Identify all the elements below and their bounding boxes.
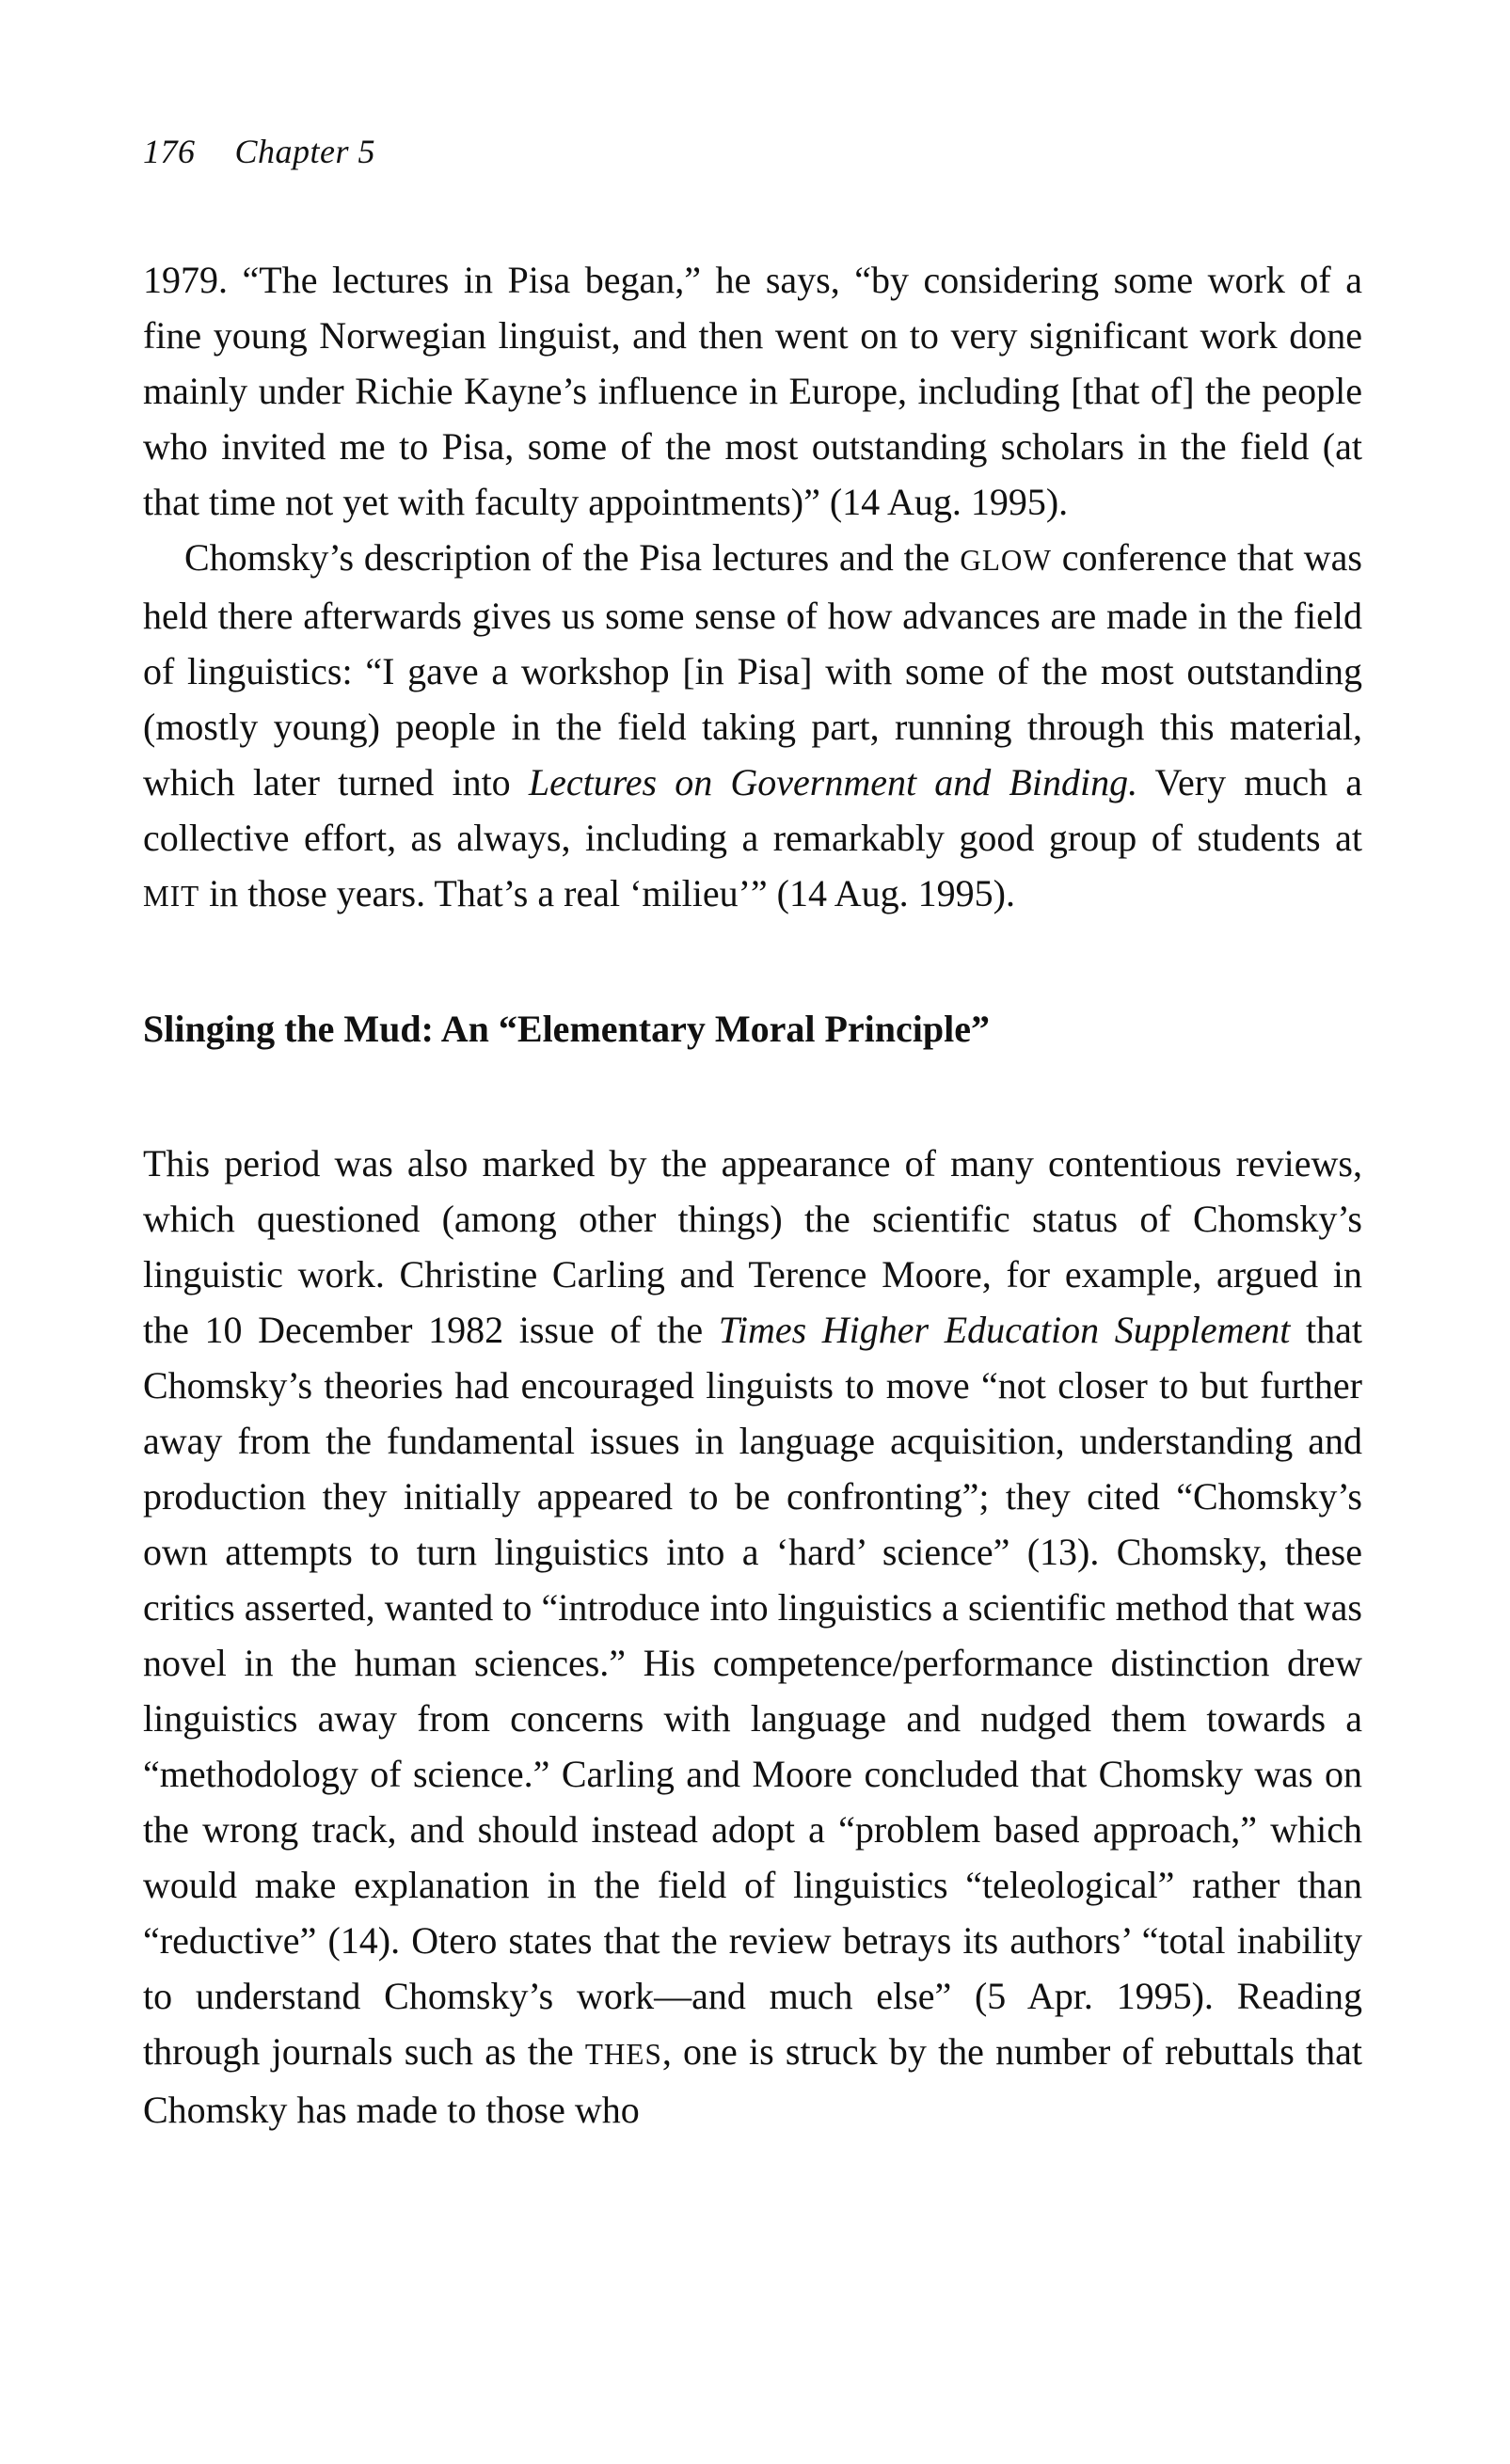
paragraph-3-text-3: , one is struck by the number of rebuttals that Chomsky has made to those who xyxy=(143,2030,1362,2131)
book-title-lectures: Lectures on Government and Binding. xyxy=(528,761,1138,803)
section-heading: Slinging the Mud: An “Elementary Moral Principle” xyxy=(143,1008,990,1050)
paragraph-3-text-2: that Chomsky’s theories had encouraged linguists to move “not closer to but further away from the fundamental issues in language acquisition, understanding and production they initially appeared to be confronting”; they cited “Chomsky’s own attempts to turn linguistics into a ‘hard’ science” (13). Chomsky, these critics asserted, wanted to “introduce into linguistics a scientific method that was novel in the human sciences.” His competence/performance distinction drew linguistics away from concerns with language and nudged them towards a “methodology of science.” Carling and Moore concluded that Chomsky was on the wrong track, and should instead adopt a “problem based approach,” which would make explanation in the field of linguistics “teleological” rather than “reductive” (14). Otero states that the review betrays its authors’ “total inability to understand Chomsky’s work—and much else” (5 Apr. 1995). Reading through journals such as the xyxy=(143,1309,1363,2073)
journal-title-thes: Times Higher Education Supplement xyxy=(718,1309,1291,1351)
chapter-title: Chapter 5 xyxy=(234,133,376,170)
page-number: 176 xyxy=(143,133,196,170)
paragraph-1 xyxy=(143,252,1362,530)
paragraph-1-text: 1979. “The lectures in Pisa began,” he says, “by considering some work of a fine young Norwegian linguist, and then went on to very significant work done mainly under Richie Kayne’s influence in Europe, including [that of] the people who invited me to Pisa, some of the most outstanding scholars in the field (at that time not yet with faculty appointments)” (14 Aug. 1995). xyxy=(143,259,1362,523)
paragraph-3-text-1: This period was also marked by the appearance of many contentious reviews, which questioned (among other things) the scientific status of Chomsky’s linguistic work. Christine Carling and Terence Moore, for example, argued in the 10 December 1982 issue of the xyxy=(143,1142,1362,1351)
mit-acronym: MIT xyxy=(143,880,200,913)
paragraph-2-text-2: conference that was held there afterwards gives us some sense of how advances are made in the field of linguistics: “I gave a workshop [in Pisa] with some of the most outstanding (mostly young) people in the field taking part, running through this material, which later turned into xyxy=(143,536,1362,803)
paragraph-3 xyxy=(143,1136,1362,2138)
running-head xyxy=(143,132,375,171)
thes-acronym: THES xyxy=(584,2038,662,2071)
paragraph-2-text-4: in those years. That’s a real ‘milieu’” (14 Aug. 1995). xyxy=(199,872,1015,914)
body-text xyxy=(143,252,1362,2138)
paragraph-2 xyxy=(143,530,1362,924)
glow-acronym: GLOW xyxy=(960,544,1052,577)
paragraph-2-text-1: Chomsky’s description of the Pisa lectures and the xyxy=(184,536,961,579)
paragraph-2-text-3: Very much a collective effort, as always, including a remarkably good group of students at xyxy=(143,761,1362,859)
